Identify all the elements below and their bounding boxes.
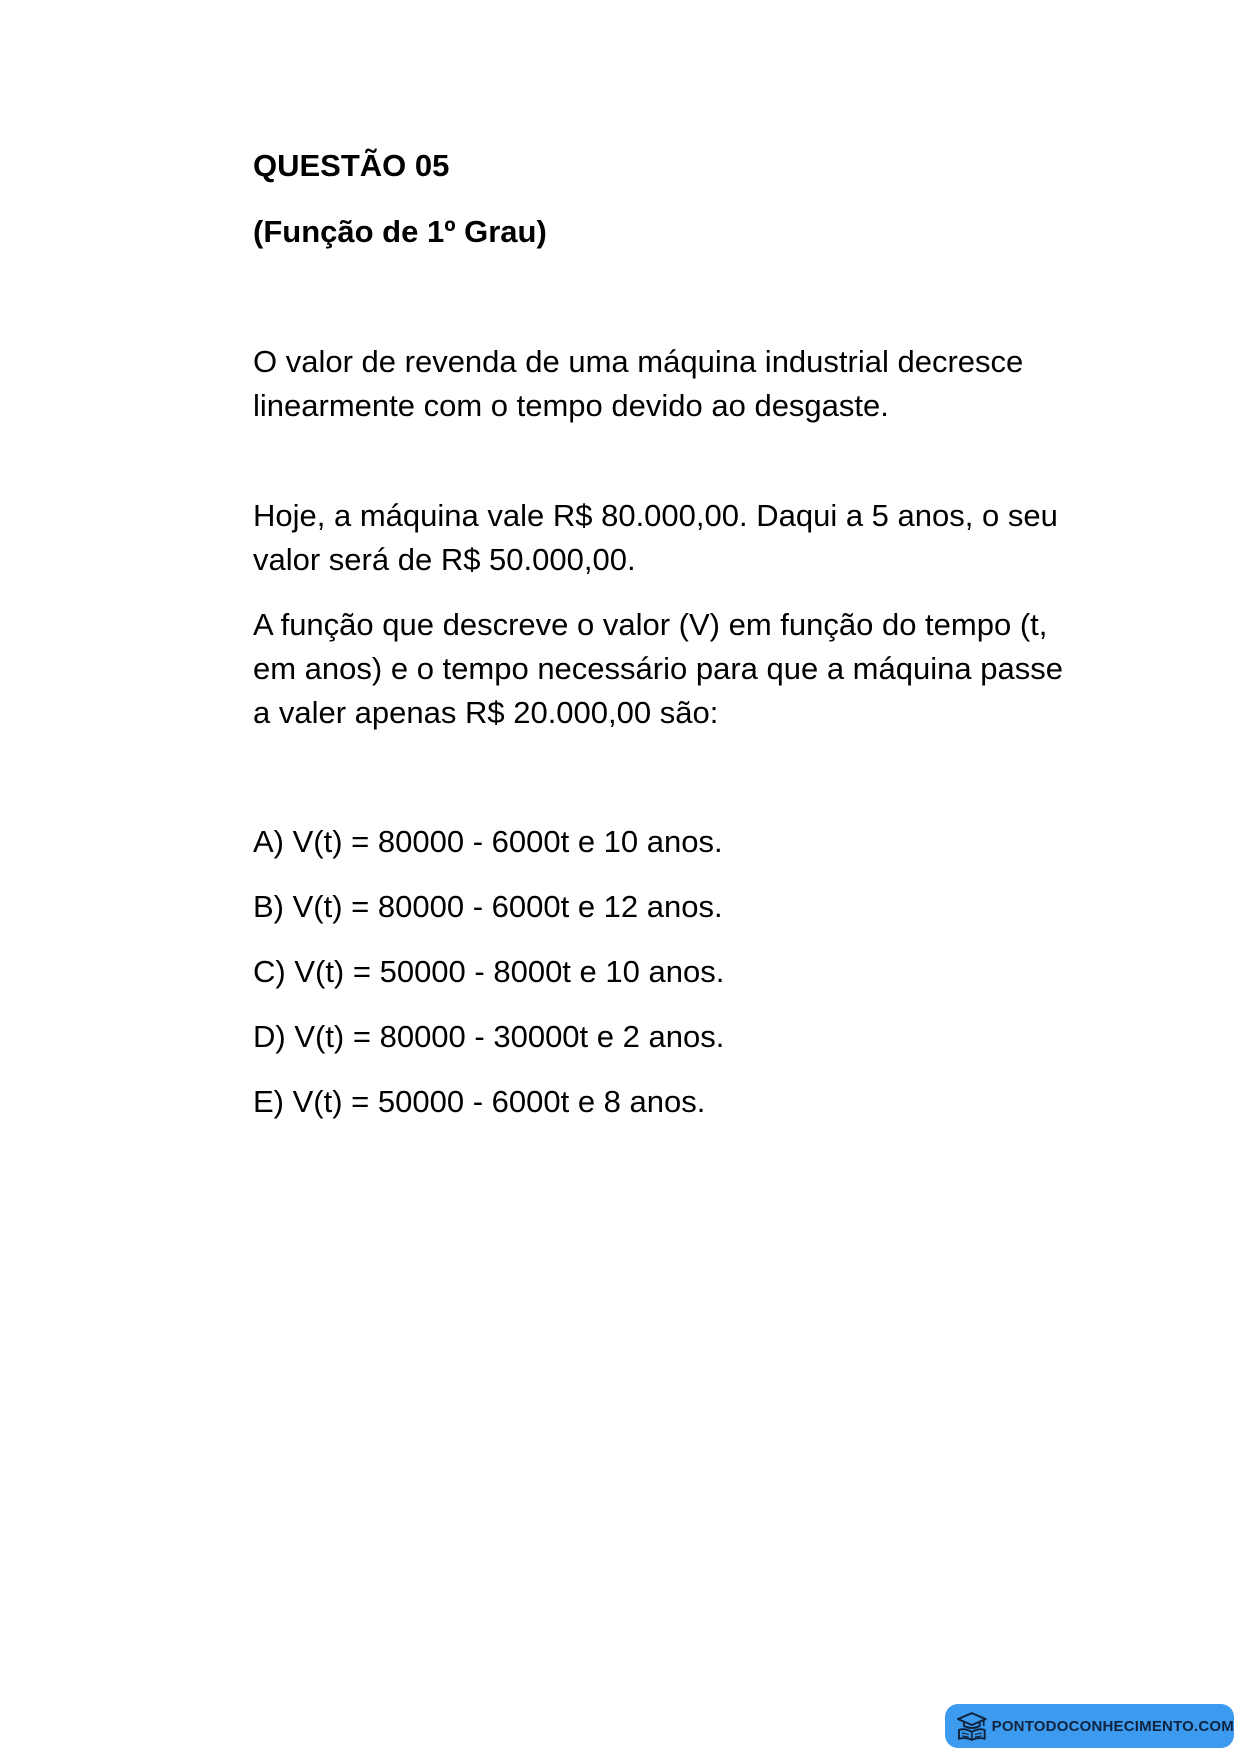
question-topic: (Função de 1º Grau) — [253, 214, 547, 249]
question-number: QUESTÃO 05 — [253, 148, 450, 183]
graduation-book-icon — [955, 1711, 989, 1741]
paragraph-text: Hoje, a máquina vale R$ 80.000,00. Daqui a 5 anos, o seu valor será de R$ 50.000,00. — [253, 498, 1058, 577]
brand-text: PONTODOCONHECIMENTO.COM — [991, 1717, 1234, 1735]
question-paragraph — [253, 340, 1073, 428]
option-e: E) V(t) = 50000 - 6000t e 8 anos. — [253, 1084, 706, 1119]
question-paragraph — [253, 494, 1073, 582]
option-d: D) V(t) = 80000 - 30000t e 2 anos. — [253, 1019, 725, 1054]
question-paragraph — [253, 603, 1073, 735]
option-c: C) V(t) = 50000 - 8000t e 10 anos. — [253, 954, 725, 989]
option-b: B) V(t) = 80000 - 6000t e 12 anos. — [253, 889, 723, 924]
option-a: A) V(t) = 80000 - 6000t e 10 anos. — [253, 824, 723, 859]
brand-badge — [945, 1704, 1234, 1748]
answer-options — [253, 822, 1073, 1147]
paragraph-text: O valor de revenda de uma máquina industrial decresce linearmente com o tempo devido ao desgaste. — [253, 344, 1024, 423]
paragraph-text: A função que descreve o valor (V) em função do tempo (t, em anos) e o tempo necessário para que a máquina passe a valer apenas R$ 20.000,00 são: — [253, 607, 1063, 730]
